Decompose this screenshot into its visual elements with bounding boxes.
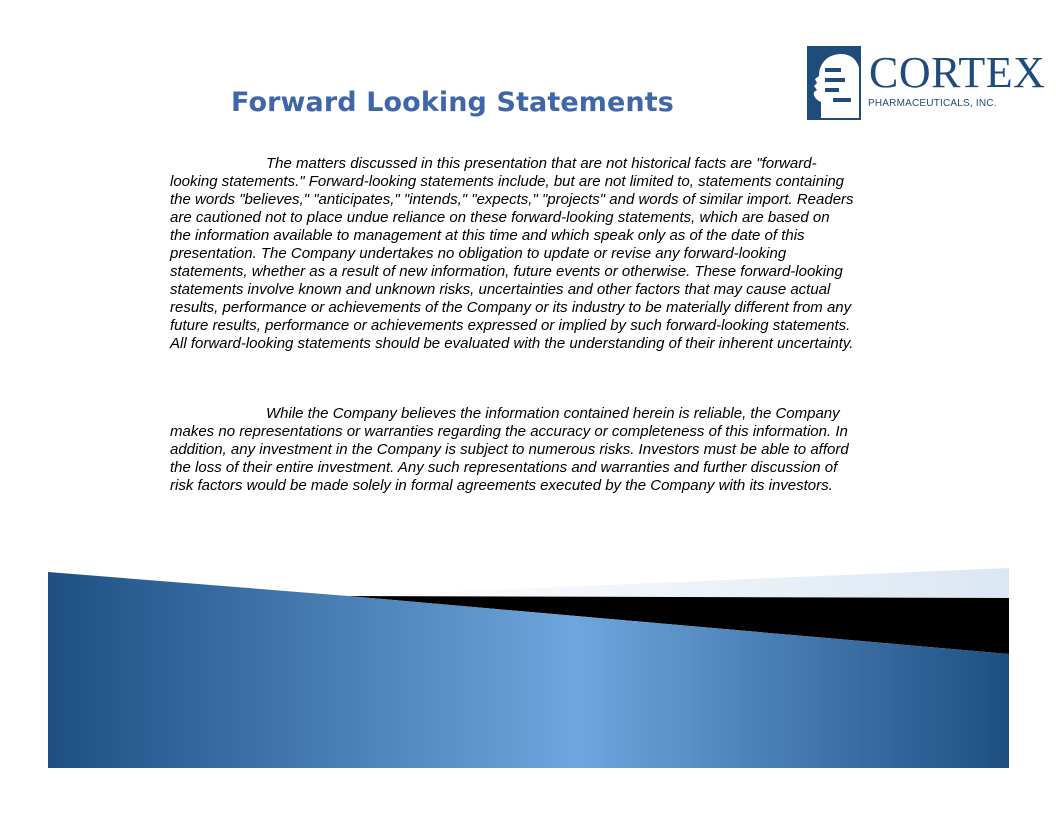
logo-wordmark: CORTEX <box>869 48 1046 97</box>
slide-title: Forward Looking Statements <box>231 87 674 118</box>
cortex-head-profile-icon <box>807 46 861 120</box>
logo-subtitle: PHARMACEUTICALS, INC. <box>868 98 997 109</box>
paragraph-text: While the Company believes the information contained herein is reliable, the Company makes no representations or warranties regarding the accuracy or completeness of this information. In addition, any investment in the Company is subject to numerous risks. Investors must be able to afford the loss of their entire investment. Any such representations and warranties and further discussion of risk factors would be made solely in formal agreements executed by the Company with its investors. <box>170 405 849 494</box>
company-logo <box>807 46 1046 122</box>
disclaimer-paragraph-1 <box>170 155 854 353</box>
decorative-footer-band <box>48 566 1009 768</box>
paragraph-text: The matters discussed in this presentation that are not historical facts are "forward-looking statements." Forward-looking statements include, but are not limited to, statements containing the words "believes," "anticipates," "intends," "expects," "projects" and words of similar import. Readers are cautioned not to place undue reliance on these forward-looking statements, which are based on the information available to management at this time and which speak only as of the date of this presentation. The Company undertakes no obligation to update or revise any forward-looking statements, whether as a result of new information, future events or otherwise. These forward-looking statements involve known and unknown risks, uncertainties and other factors that may cause actual results, performance or achievements of the Company or its industry to be materially different from any future results, performance or achievements expressed or implied by such forward-looking statements. All forward-looking statements should be evaluated with the understanding of their inherent uncertainty. <box>170 155 854 352</box>
disclaimer-paragraph-2 <box>170 405 854 495</box>
